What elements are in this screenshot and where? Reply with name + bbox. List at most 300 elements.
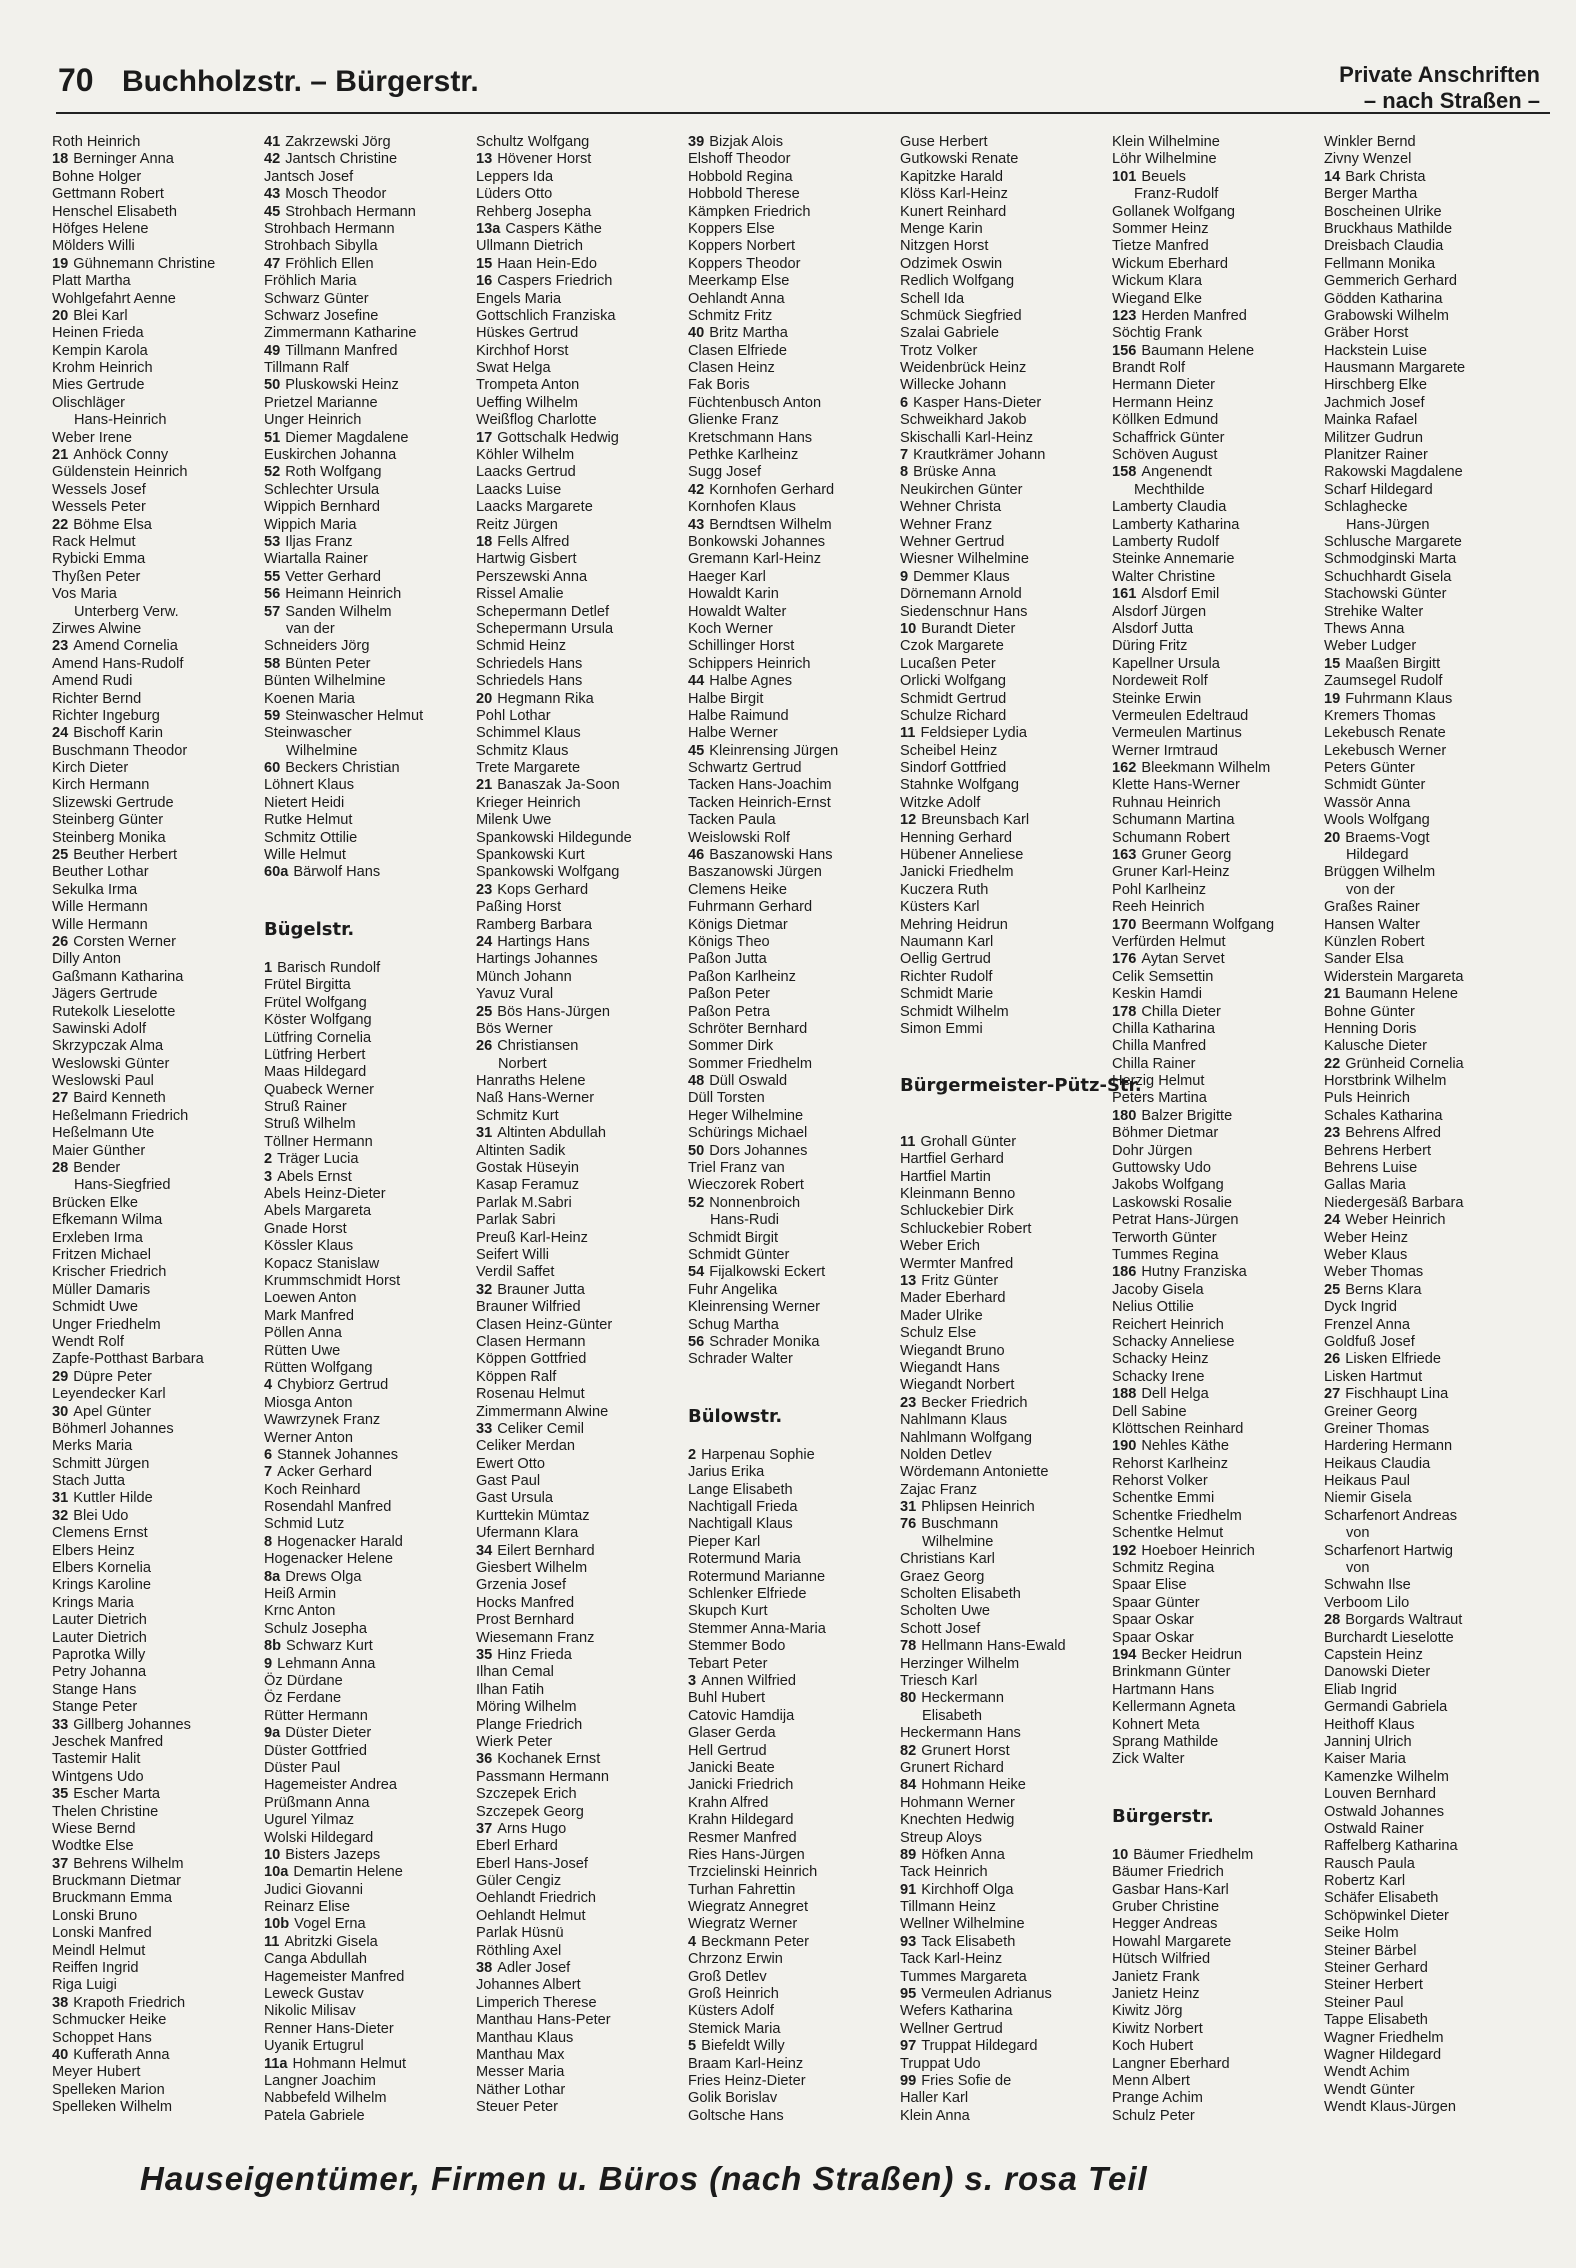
resident-name: Graez Georg [900,1568,985,1585]
resident-name: Lekebusch Werner [1324,742,1447,759]
resident-name: Bender [73,1160,121,1177]
resident-name: Elbers Heinz [52,1542,135,1559]
resident-name: Lamberty Rudolf [1112,533,1220,550]
house-number: 11 [900,1133,916,1150]
resident-entry [1112,691,1322,708]
resident-name: Terworth Günter [1112,1229,1217,1246]
resident-name: Klöss Karl-Heinz [900,186,1008,203]
resident-entry [476,151,686,168]
resident-name: Tietze Manfred [1112,238,1209,255]
resident-entry [1324,1699,1534,1716]
resident-entry [476,1438,686,1455]
resident-name: Dors Johannes [709,1142,808,1159]
resident-name: Clemens Heike [688,881,787,898]
resident-name: Weber Thomas [1324,1264,1424,1281]
resident-name: Meyer Hubert [52,2064,141,2081]
resident-name: Hartings Johannes [476,951,598,968]
resident-entry [476,169,686,186]
resident-entry [52,1577,262,1594]
resident-name: Skupch Kurt [688,1603,768,1620]
resident-entry [476,1543,686,1560]
resident-entry [688,412,898,429]
resident-name: Seifert Willi [476,1247,549,1263]
resident-name: Böhmer Dietmar [1112,1125,1219,1142]
resident-name: Sommer Friedhelm [688,1055,813,1072]
resident-name: Buschmann Theodor [52,742,188,759]
resident-name: Scholten Uwe [900,1603,991,1620]
resident-name: Rosenau Helmut [476,1386,585,1403]
resident-entry [1324,169,1534,186]
resident-entry [1324,1160,1534,1177]
resident-entry [688,1108,898,1125]
resident-name: Hinz Frieda [497,1646,572,1663]
resident-entry [1324,1195,1534,1212]
resident-entry [688,1334,898,1351]
resident-entry [900,621,1110,638]
house-number: 42 [688,481,705,498]
resident-entry [688,604,898,621]
resident-entry [52,2012,262,2029]
resident-entry [52,1125,262,1142]
resident-name: Greiner Thomas [1324,1420,1430,1437]
resident-entry [900,569,1110,586]
resident-name: Schöpwinkel Dieter [1324,1907,1449,1924]
resident-entry [476,1873,686,1890]
resident-name: Berger Martha [1324,186,1418,203]
resident-entry [1112,1969,1322,1986]
resident-entry [52,1682,262,1699]
resident-entry [688,864,898,881]
house-number: 22 [1324,1055,1341,1072]
resident-entry [1324,412,1534,429]
resident-entry [900,1760,1110,1777]
resident-name: Czok Margarete [900,638,1004,655]
header-rule [56,112,1550,114]
resident-entry [688,1177,898,1194]
resident-name: Paßon Jutta [688,951,767,968]
house-number: 11a [264,2055,288,2072]
resident-entry [476,1125,686,1142]
resident-name: Hogenacker Helene [264,1551,393,1568]
resident-name: Meerkamp Else [688,273,790,290]
resident-entry [900,1482,1110,1499]
resident-entry [52,1212,262,1229]
resident-entry [900,760,1110,777]
resident-entry [1112,1021,1322,1038]
resident-entry [1112,934,1322,951]
entry-continuation [900,1708,1110,1725]
house-number: 156 [1112,342,1137,359]
resident-name: Apel Günter [73,1403,152,1420]
resident-entry [688,621,898,638]
resident-entry [476,743,686,760]
resident-name: Röthling Axel [476,1942,562,1959]
house-number: 27 [1324,1386,1341,1403]
resident-entry [476,725,686,742]
resident-entry [264,1516,474,1533]
resident-name: Frütel Birgitta [264,977,351,994]
resident-name: Kunert Reinhard [900,203,1007,220]
resident-entry [900,1273,1110,1290]
resident-entry [1112,1004,1322,1021]
resident-name: Franz-Rudolf [1134,186,1219,203]
resident-name: Hermann Heinz [1112,394,1214,411]
resident-name: Schillinger Horst [688,638,795,655]
resident-entry [264,1638,474,1655]
resident-name: Schwartz Gertrud [688,760,802,777]
resident-entry [1324,1995,1534,2012]
resident-name: Krings Karoline [52,1577,151,1594]
resident-name: Schmidt Gertrud [900,690,1007,707]
resident-name: Chilla Katharina [1112,1020,1216,1037]
spacer [1112,1786,1322,1803]
resident-entry [900,1621,1110,1638]
house-number: 21 [52,447,69,464]
resident-name: Behrens Herbert [1324,1142,1432,1159]
resident-name: Köppen Ralf [476,1368,557,1385]
resident-entry [1324,691,1534,708]
resident-name: Angenendt [1141,464,1212,481]
house-number: 26 [52,933,69,950]
resident-name: Sugg Josef [688,464,762,481]
resident-name: Redlich Wolfgang [900,273,1015,290]
resident-entry [476,2064,686,2081]
resident-entry [1112,1647,1322,1664]
house-number: 20 [1324,829,1341,846]
resident-name: Tacken Heinrich-Ernst [688,794,831,811]
resident-entry [1112,1038,1322,1055]
resident-name: Beckers Christian [285,760,400,777]
resident-entry [1112,586,1322,603]
house-number: 51 [264,429,281,446]
resident-entry [264,1499,474,1516]
house-number: 23 [1324,1125,1341,1142]
resident-name: Fries Heinz-Dieter [688,2072,806,2089]
resident-name: Schales Katharina [1324,1107,1443,1124]
resident-entry [1324,1682,1534,1699]
resident-name: Rutke Helmut [264,812,353,829]
resident-entry [1112,1160,1322,1177]
resident-name: Mies Gertrude [52,377,145,394]
house-number: 1 [264,959,273,976]
resident-entry [264,1082,474,1099]
resident-entry [900,273,1110,290]
resident-entry [688,464,898,481]
resident-name: Schimmel Klaus [476,725,581,742]
resident-entry [52,1090,262,1107]
resident-entry [1324,1247,1534,1264]
resident-entry [900,517,1110,534]
resident-entry [688,830,898,847]
resident-name: Wagner Friedhelm [1324,2029,1444,2046]
resident-entry [900,325,1110,342]
resident-name: Fröhlich Maria [264,273,357,290]
resident-name: Wessels Josef [52,481,146,498]
resident-name: Gruber Christine [1112,1899,1220,1916]
resident-entry [1112,1351,1322,1368]
resident-entry [52,291,262,308]
house-number: 76 [900,1516,917,1533]
resident-name: Catovic Hamdija [688,1707,795,1724]
resident-name: Schwarz Kurt [286,1638,373,1655]
resident-name: Schmitt Jürgen [52,1455,150,1472]
resident-entry [476,273,686,290]
house-number: 29 [52,1368,69,1385]
resident-entry [1112,1369,1322,1386]
resident-name: Guttowsky Udo [1112,1160,1211,1177]
resident-entry [264,2056,474,2073]
resident-entry [900,2090,1110,2107]
resident-entry [52,830,262,847]
resident-name: Tack Elisabeth [921,1933,1016,1950]
resident-name: Fischhaupt Lina [1345,1386,1449,1403]
resident-entry [476,1925,686,1942]
resident-name: Nitzgen Horst [900,238,989,255]
resident-name: Stach Jutta [52,1473,126,1490]
resident-entry [264,1743,474,1760]
resident-name: Weber Erich [900,1238,981,1255]
resident-entry [52,2030,262,2047]
resident-entry [900,151,1110,168]
resident-entry [476,1769,686,1786]
resident-entry [476,1021,686,1038]
house-number: 9 [900,568,909,585]
resident-entry [52,534,262,551]
house-number: 31 [52,1490,69,1507]
resident-entry [264,2021,474,2038]
resident-name: Halbe Raimund [688,707,789,724]
resident-entry [688,1812,898,1829]
resident-entry [1324,969,1534,986]
resident-entry [1112,1490,1322,1507]
resident-name: Leyendecker Karl [52,1386,166,1403]
resident-name: Schulz Else [900,1325,977,1342]
resident-entry [900,1360,1110,1377]
resident-name: Halbe Werner [688,725,778,742]
resident-name: Pethke Karlheinz [688,447,799,464]
resident-entry [900,1430,1110,1447]
resident-entry [1324,1873,1534,1890]
resident-entry [264,186,474,203]
resident-entry [52,586,262,603]
resident-name: Gottschalk Hedwig [497,429,619,446]
resident-name: Nietert Heidi [264,794,345,811]
resident-name: Koppers Else [688,220,775,237]
resident-entry [1112,604,1322,621]
resident-entry [1324,1021,1534,1038]
street-heading: Bürgermeister-Pütz-Str. [900,1075,1142,1097]
resident-name: Pohl Lothar [476,707,551,724]
resident-entry [688,795,898,812]
resident-name: Schott Josef [900,1620,981,1637]
resident-entry [52,169,262,186]
resident-name: Schürings Michael [688,1125,808,1142]
resident-entry [476,864,686,881]
resident-name: Hell Gertrud [688,1742,767,1759]
resident-name: Werner Irmtraud [1112,742,1218,759]
resident-entry [900,1464,1110,1481]
resident-entry [1324,134,1534,151]
house-number: 44 [688,673,705,690]
resident-name: Güler Cengiz [476,1873,562,1890]
resident-entry [688,1899,898,1916]
resident-name: Schultz Wolfgang [476,134,590,150]
resident-name: Platt Martha [52,273,131,290]
resident-entry [52,1525,262,1542]
resident-entry [688,1638,898,1655]
resident-entry [900,1986,1110,2003]
resident-entry [900,1447,1110,1464]
resident-name: Kurttekin Mümtaz [476,1507,590,1524]
resident-name: Schrader Walter [688,1351,793,1368]
resident-entry [52,499,262,516]
resident-name: Schluckebier Robert [900,1220,1032,1237]
resident-entry [476,1108,686,1125]
resident-entry [1112,1543,1322,1560]
resident-name: Beuels [1141,168,1186,185]
resident-entry [264,1151,474,1168]
resident-name: Heikaus Claudia [1324,1455,1431,1472]
resident-entry [264,691,474,708]
resident-name: Stemmer Anna-Maria [688,1620,826,1637]
resident-name: Kellermann Agneta [1112,1699,1236,1716]
resident-entry [1324,551,1534,568]
resident-name: Hübener Anneliese [900,847,1024,864]
resident-entry [264,395,474,412]
resident-entry [688,499,898,516]
resident-name: Hardering Hermann [1324,1438,1453,1455]
resident-name: Rausch Paula [1324,1855,1415,1872]
resident-name: Plange Friedrich [476,1716,583,1733]
resident-entry [264,604,474,621]
resident-entry [52,1490,262,1507]
resident-entry [1324,1264,1534,1281]
resident-name: Amend Hans-Rudolf [52,655,184,672]
resident-name: Reinarz Elise [264,1899,350,1916]
resident-entry [52,1995,262,2012]
resident-entry [1324,256,1534,273]
directory-column [52,134,262,2117]
resident-entry [476,377,686,394]
spacer [1112,1830,1322,1847]
resident-entry [476,1560,686,1577]
resident-entry [264,1812,474,1829]
resident-name: Schepermann Ursula [476,620,614,637]
resident-name: Kops Gerhard [497,881,589,898]
resident-entry [52,1404,262,1421]
resident-entry [1324,1630,1534,1647]
resident-entry [264,2038,474,2055]
resident-name: Fritz Günter [921,1273,999,1289]
resident-name: Frütel Wolfgang [264,994,367,1011]
house-number: 19 [52,255,69,272]
resident-entry [476,604,686,621]
resident-entry [688,917,898,934]
resident-name: Löhnert Klaus [264,777,355,794]
resident-entry [476,1038,686,1055]
resident-entry [264,1586,474,1603]
house-number: 59 [264,707,281,724]
resident-name: Balzer Brigitte [1141,1107,1233,1124]
resident-entry [1324,725,1534,742]
resident-name: Menn Albert [1112,2072,1190,2089]
resident-name: Beuther Herbert [73,847,178,864]
resident-entry [264,1656,474,1673]
resident-name: Mosch Theodor [285,186,387,203]
resident-name: Beuther Lothar [52,864,149,881]
resident-name: Mainka Rafael [1324,412,1418,429]
house-number: 10 [1112,1846,1129,1863]
resident-entry [52,1247,262,1264]
page-header-left [58,62,479,99]
house-number: 60 [264,760,281,777]
resident-entry [1324,221,1534,238]
resident-entry [688,1351,898,1368]
resident-name: Fritzen Michael [52,1247,151,1263]
resident-entry [1112,2108,1322,2125]
resident-entry [264,482,474,499]
resident-entry [1112,2021,1322,2038]
resident-name: Schlusche Margarete [1324,533,1462,550]
resident-entry [476,708,686,725]
resident-name: Schluckebier Dirk [900,1203,1014,1220]
resident-entry [1112,1299,1322,1316]
resident-entry [1112,1282,1322,1299]
resident-name: Schmitz Regina [1112,1560,1215,1577]
resident-entry [476,499,686,516]
resident-name: Rotermund Marianne [688,1568,826,1585]
resident-entry [264,1603,474,1620]
resident-entry [1324,1960,1534,1977]
resident-name: Ufermann Klara [476,1525,579,1542]
resident-name: Jarius Erika [688,1464,765,1481]
resident-name: Stange Peter [52,1699,138,1716]
house-number: 45 [688,742,705,759]
resident-entry [900,777,1110,794]
resident-name: Wendt Klaus-Jürgen [1324,2099,1456,2116]
resident-entry [476,551,686,568]
resident-name: Bünten Peter [285,655,371,672]
house-number: 78 [900,1638,917,1655]
resident-entry [900,969,1110,986]
resident-entry [900,1569,1110,1586]
resident-entry [1112,1212,1322,1229]
resident-entry [688,2073,898,2090]
house-number: 40 [52,2046,69,2063]
resident-name: Euskirchen Johanna [264,447,397,464]
resident-name: Widerstein Margareta [1324,968,1464,985]
resident-entry [688,934,898,951]
resident-entry [1112,1108,1322,1125]
resident-entry [1112,621,1322,638]
house-number: 162 [1112,760,1137,777]
resident-name: Tillmann Manfred [285,342,398,359]
resident-name: Seike Holm [1324,1925,1399,1942]
resident-name: Lehmann Anna [277,1655,376,1672]
resident-entry [476,2030,686,2047]
resident-name: Eliab Ingrid [1324,1681,1398,1698]
resident-name: Kirchhof Horst [476,342,569,359]
resident-entry [688,1916,898,1933]
resident-entry [52,1456,262,1473]
entry-continuation [1324,517,1534,534]
resident-entry [264,534,474,551]
resident-entry [900,1830,1110,1847]
resident-entry [264,1325,474,1342]
resident-entry [688,1708,898,1725]
resident-entry [52,1282,262,1299]
resident-name: Schriedels Hans [476,655,583,672]
